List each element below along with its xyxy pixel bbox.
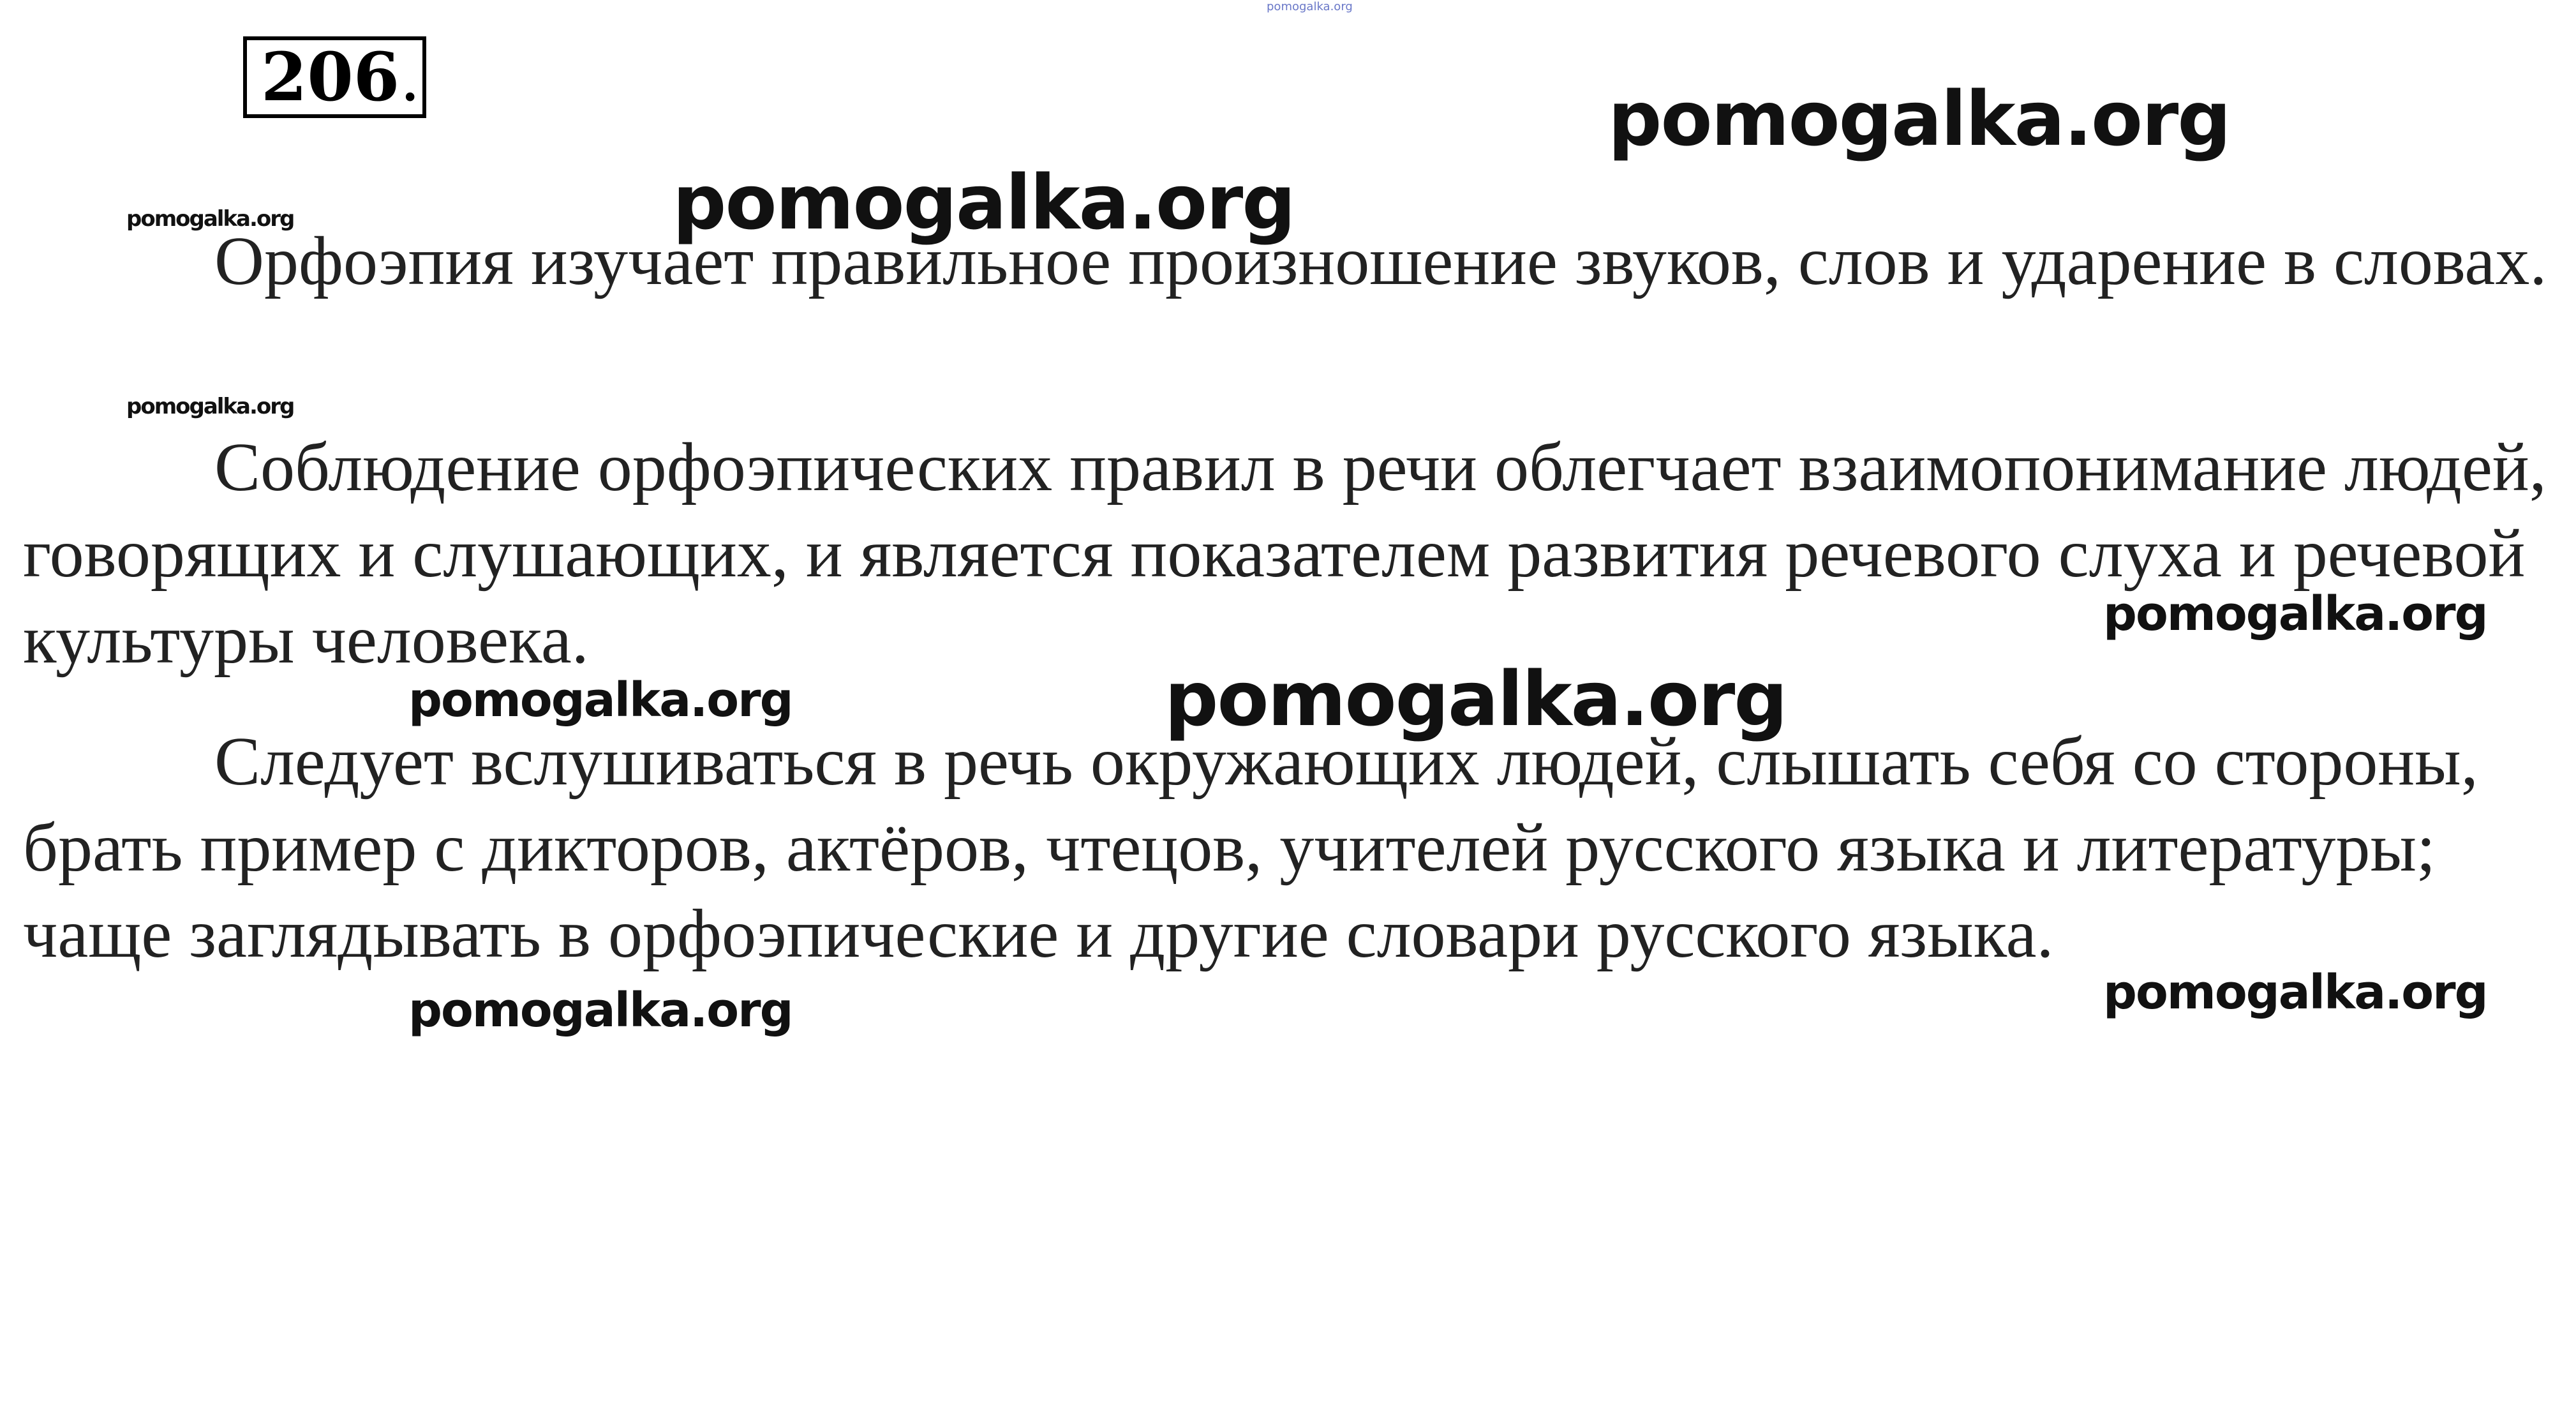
watermark-medium-1: pomogalka.org [408,673,793,728]
watermark-large-2: pomogalka.org [673,158,1295,246]
watermark-large-1: pomogalka.org [1608,75,2230,163]
paragraph-1: Орфоэпия изучает правильное произношение звуков, слов и ударение в словах. [214,223,2547,299]
watermark-small-1: pomogalka.org [126,206,294,232]
watermark-medium-4: pomogalka.org [2103,965,2487,1020]
exercise-number-box [243,36,426,118]
paragraph-2: Соблюдение орфоэпических правил в речи облегчает взаимопонимание людей, говорящих и слушающих, и является показателем развития речевого слуха и речевой культуры человека. [23,430,2547,678]
paragraph-3: Следует вслушиваться в речь окружающих людей, слышать себя со стороны, брать пример с дикторов, актёров, чтецов, учителей русского языка и литературы; чаще заглядывать в орфоэпические и другие словари русского языка. [23,724,2478,972]
watermark-top-tiny: pomogalka.org [1267,0,1353,13]
watermark-medium-3: pomogalka.org [408,983,793,1038]
watermark-large-3: pomogalka.org [1165,655,1787,743]
exercise-number: 206 [261,38,400,116]
exercise-number-dot: . [399,38,421,116]
watermark-small-2: pomogalka.org [126,394,294,419]
watermark-medium-2: pomogalka.org [2103,587,2487,641]
